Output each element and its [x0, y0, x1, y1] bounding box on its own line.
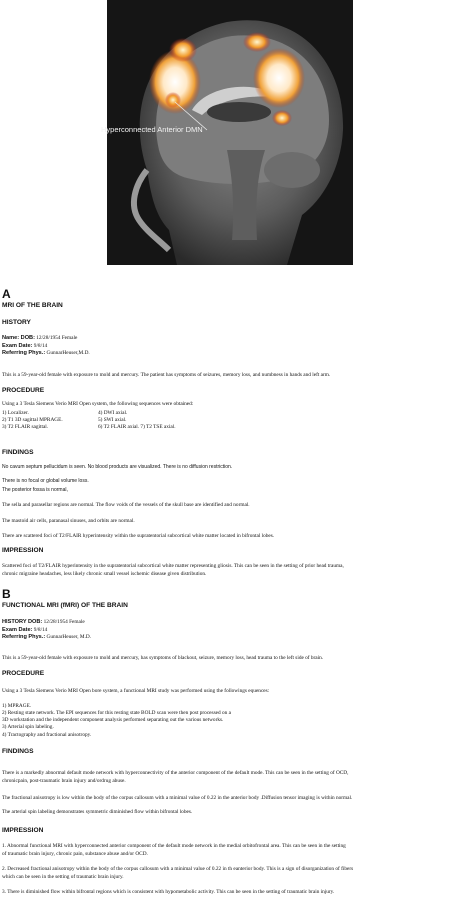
- finding-line: There are scattered foci of T2/FLAIR hyperintensity within the supratentorial subcortical white matter located in bifrontal lobes.: [2, 533, 275, 539]
- history-heading: HISTORY: [2, 319, 31, 326]
- step-item: 3) Arterial spin labeling.: [2, 724, 54, 731]
- panel-b-step-list: [2, 703, 472, 739]
- sequence-list-right: [98, 410, 472, 431]
- name-label: Name: DOB:: [2, 335, 35, 341]
- impression-line: 3. There is diminished flow within bifrontal regions which is consistent with hypometabolic activity. This can be seen in the setting of traumatic brain injury.: [2, 889, 335, 895]
- referring-label: Referring Phys.:: [2, 634, 46, 641]
- finding-line: The posterior fossa is normal,: [2, 487, 68, 493]
- panel-letter-a: A: [2, 287, 11, 301]
- impression-line: which can be seen in the setting of traumatic brain injury.: [2, 874, 124, 880]
- panel-a-patient-info: [2, 335, 472, 358]
- referring-label: Referring Phys.:: [2, 350, 46, 357]
- sequence-item: 6) T2 FLAIR axial. 7) T2 TSE axial.: [98, 424, 176, 431]
- history-dob-label: HISTORY DOB:: [2, 619, 43, 625]
- panel-b-findings-heading: [2, 749, 472, 756]
- panel-b-history-text: This is a 59-year-old female with exposure to mold and mercury, has symptoms of blackout, seizure, memory loss, head trauma to the left side of brain.: [2, 655, 324, 661]
- step-item: 2) Resting state network. The EPI sequences for this resting state BOLD scan were then post processed on a: [2, 710, 231, 717]
- impression-line: chronic migraine headaches, less likely chronic small vessel ischemic disease given distribution.: [2, 571, 207, 577]
- panel-a-history-heading: [2, 320, 472, 327]
- exam-date-value: 9/8/14: [33, 626, 48, 633]
- finding-line: The fractional anisotropy is low within the body of the corpus callosum with a minimal value of 0.22 in the anterior body .Diffusion tensor imaging is within normal.: [2, 795, 353, 801]
- exam-date-label: Exam Date:: [2, 342, 33, 349]
- impression-heading: IMPRESSION: [2, 827, 44, 834]
- dob-value: 12/28/1954 Female: [36, 335, 78, 341]
- finding-line: The mastoid air cells, paranasal sinuses, and orbits are normal.: [2, 518, 135, 524]
- sequence-item: 1) Localizer.: [2, 410, 29, 416]
- panel-b-procedure-heading: [2, 671, 472, 678]
- procedure-heading: PROCEDURE: [2, 387, 45, 394]
- sequence-list-left: [2, 410, 98, 431]
- panel-b-impression-heading: [2, 828, 472, 835]
- exam-date-value: 9/8/14: [33, 342, 48, 349]
- sequence-item: 5) SWI axial.: [98, 417, 127, 424]
- step-item: 3D workstation and the independent component analysis performed separating out the various networks.: [2, 717, 224, 724]
- panel-a-title-text: MRI OF THE BRAIN: [2, 302, 63, 309]
- panel-a-history-text: This is a 59-year-old female with exposure to mold and mercury. The patient has symptoms of seizures, memory loss, and numbness in hands and left arm.: [2, 372, 331, 378]
- panel-b-procedure-intro: Using a 3 Tesla Siemens Verio MRI Open bore system, a functional MRI study was performed using the followings equences:: [2, 688, 270, 694]
- procedure-heading: PROCEDURE: [2, 670, 45, 677]
- finding-line: There is a markedly abnormal default mode network with hyperconnectivity of the anterior component of the default mode. This can be seen in the setting of OCD,: [2, 770, 349, 776]
- panel-b-patient-info: [2, 619, 472, 642]
- referring-value: GunnarHeuser,M.D.: [46, 350, 90, 357]
- finding-line: The arterial spin labeling demonstrates symmetric diminished flow within bifrontal lobes.: [2, 809, 193, 815]
- panel-a-procedure-intro: Using a 3 Tesla Siemens Verio MRI Open system, the following sequences were obtained:: [2, 401, 194, 407]
- finding-line: No cavum septum pellucidum is seen. No blood products are visualized. There is no diffusion restriction.: [2, 464, 233, 470]
- sequence-item: 3) T2 FLAIR sagittal.: [2, 424, 49, 431]
- step-item: 4) Tractography and fractional anisotropy.: [2, 731, 92, 738]
- finding-line: chronicpain, post-traumatic brain injury and/ordrug abuse.: [2, 778, 126, 784]
- sequence-item: 2) T1 3D sagittal MPRAGE.: [2, 417, 63, 424]
- findings-heading: FINDINGS: [2, 748, 34, 755]
- impression-line: Scattered foci of T2/FLAIR hyperintensity in the supratentorial subcortical white matter representing gliosis. This can be seen in the setting of prior head trauma,: [2, 563, 344, 569]
- referring-value: GunnarHeuser, M.D.: [46, 634, 92, 641]
- finding-line: There is no focal or global volume loss.: [2, 478, 89, 484]
- sequence-item: 4) DWI axial.: [98, 410, 128, 416]
- findings-heading: FINDINGS: [2, 449, 34, 456]
- panel-a-sequence-list: [2, 410, 472, 431]
- exam-date-label: Exam Date:: [2, 626, 33, 633]
- panel-a-procedure-heading: [2, 388, 472, 395]
- step-item: 1) MPRAGE.: [2, 703, 32, 709]
- impression-line: 2. Decreased fractional anisotropy within the body of the corpus callosum with a minimal value of 0.22 in th eanterior body. This is a sign of disorganization of fibers: [2, 866, 354, 872]
- panel-b-title: [2, 603, 472, 610]
- panel-letter-b: B: [2, 587, 11, 601]
- impression-line: 1. Abnormal functional MRI with hyperconnected anterior component of the default mode network in the medial orbitofrontal area. This can be seen in the setting: [2, 843, 346, 849]
- panel-a-title: [2, 303, 472, 310]
- finding-line: The sella and parasellar regions are normal. The flow voids of the vessels of the skull base are identified and normal.: [2, 502, 250, 508]
- dob-value: 12/28/1954 Female: [43, 619, 85, 625]
- figure-annotation: Hyperconnected Anterior DMN: [101, 125, 203, 134]
- impression-line: of traumatic brain injury, chronic pain, substance abuse and/or OCD.: [2, 851, 148, 857]
- panel-a-impression-heading: [2, 548, 472, 555]
- impression-heading: IMPRESSION: [2, 547, 44, 554]
- panel-b-title-text: FUNCTIONAL MRI (fMRI) OF THE BRAIN: [2, 602, 128, 609]
- panel-a-findings-heading: [2, 450, 472, 457]
